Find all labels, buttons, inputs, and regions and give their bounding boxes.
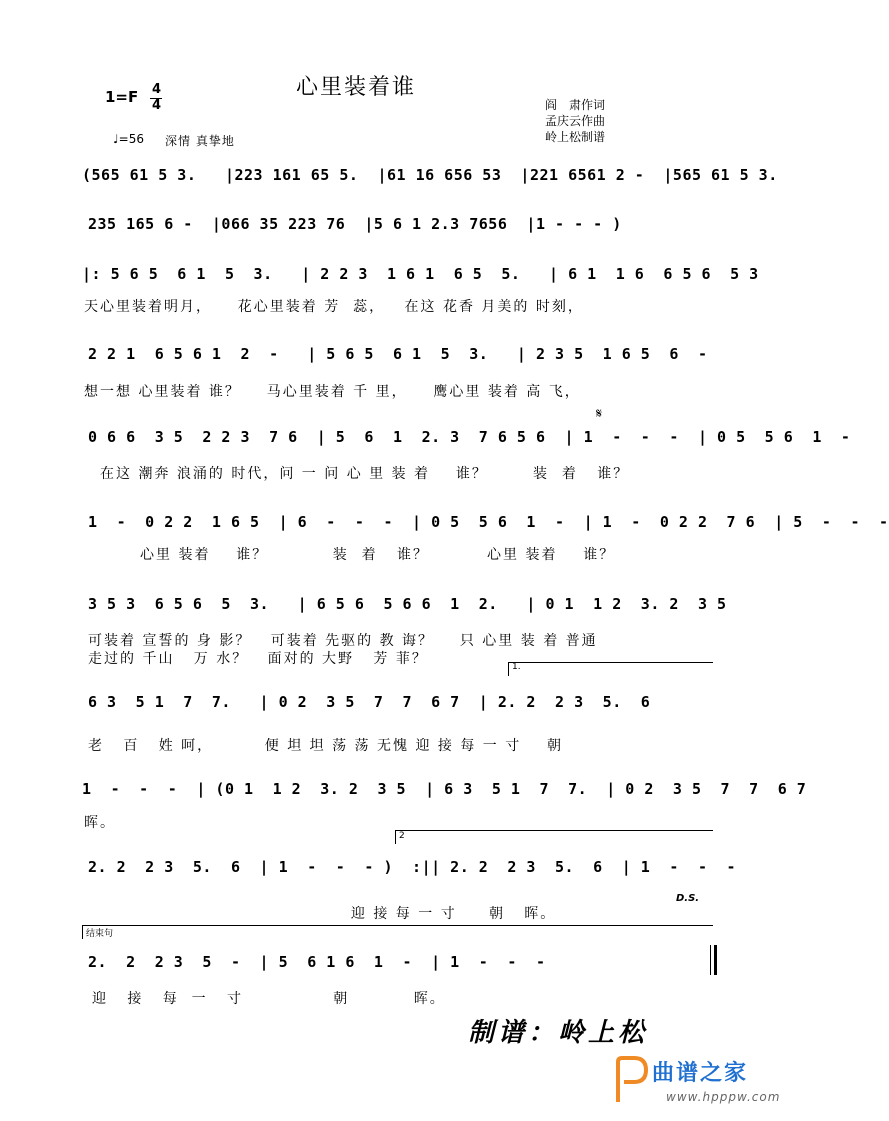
credit-composer: 孟庆云作曲 [545, 114, 606, 128]
volta-1-label: 1. [512, 662, 521, 672]
notation-line: 0 6 6 3 5 2 2 3 7 6 | 5 6 1 2. 3 7 6 5 6 | 1 - - - | 0 5 5 6 1 - [88, 428, 851, 446]
notation-line: 1 - 0 2 2 1 6 5 | 6 - - - | 0 5 5 6 1 - | 1 - 0 2 2 7 6 | 5 - - - [88, 513, 889, 531]
lyric-line: 迎 接 每 一 寸 朝 晖。 [80, 906, 557, 922]
credit-lyricist: 阎 肃作词 [545, 98, 606, 112]
final-barline-thick [714, 945, 717, 975]
lyric-line: 晖。 [84, 815, 116, 831]
notation-line: 2 2 1 6 5 6 1 2 - | 5 6 5 6 1 5 3. | 2 3 5 1 6 5 6 - [88, 345, 708, 363]
watermark-p-icon [612, 1054, 648, 1106]
lyric-line: 老 百 姓 呵， 便 坦 坦 荡 荡 无愧 迎 接 每 一 寸 朝 [88, 738, 564, 754]
lyric-line: 在这 潮奔 浪涌的 时代，问 一 问 心 里 装 着 谁？ 装 着 谁？ [100, 466, 630, 482]
site-watermark [612, 1050, 782, 1112]
volta-1-bracket-left [508, 662, 509, 676]
key-signature: 1=F [105, 88, 139, 106]
time-signature-bottom: 4 [152, 98, 162, 113]
volta-2-bracket-left [395, 830, 396, 844]
ds-mark: D.S. [676, 893, 700, 904]
lyric-line-verse2: 走过的 千山 万 水？ 面对的 大野 芳 菲？ [88, 651, 428, 667]
notation-line: 1 - - - | (0 1 1 2 3. 2 3 5 | 6 3 5 1 7 7. | 0 2 3 5 7 7 6 7 [82, 780, 807, 798]
page-title: 心里装着谁 [296, 75, 417, 100]
volta-2-label: 2 [399, 831, 405, 841]
arranger-signature: 制谱：岭上松 [468, 1018, 649, 1048]
lyric-line: 心里 装着 谁？ 装 着 谁？ 心里 装着 谁？ [140, 547, 616, 563]
time-signature-top: 4 [152, 82, 162, 97]
watermark-name: 曲谱之家 [652, 1061, 749, 1086]
lyric-line: 想一想 心里装着 谁？ 马心里装着 千 里， 鹰心里 装着 高 飞， [84, 384, 581, 400]
lyric-line: 迎 接 每 一 寸 朝 晖。 [92, 991, 446, 1007]
tempo-mark: ♩=56 [113, 132, 144, 146]
notation-line: 235 165 6 - |066 35 223 76 |5 6 1 2.3 7656 |1 - - - ) [88, 215, 622, 233]
expression-mark: 深情 真挚地 [165, 134, 235, 148]
notation-line: 2. 2 2 3 5 - | 5 6 1 6 1 - | 1 - - - [88, 953, 546, 971]
final-barline-thin [710, 945, 711, 975]
notation-line: (565 61 5 3. |223 161 65 5. |61 16 656 53 |221 6561 2 - |565 61 5 3. [82, 166, 778, 184]
segno-sign: 𝄋 [596, 406, 603, 422]
ending-bracket-left [82, 925, 83, 939]
notation-line: 2. 2 2 3 5. 6 | 1 - - - ) :|| 2. 2 2 3 5. 6 | 1 - - - [88, 858, 737, 876]
credit-arranger: 岭上松制谱 [545, 130, 606, 144]
volta-2-bracket [395, 830, 713, 831]
notation-line: |: 5 6 5 6 1 5 3. | 2 2 3 1 6 1 6 5 5. | 6 1 1 6 6 5 6 5 3 [82, 265, 759, 283]
lyric-line: 天心里装着明月， 花心里装着 芳 蕊， 在这 花香 月美的 时刻， [84, 299, 584, 315]
notation-line: 3 5 3 6 5 6 5 3. | 6 5 6 5 6 6 1 2. | 0 1 1 2 3. 2 3 5 [88, 595, 727, 613]
notation-line: 6 3 5 1 7 7. | 0 2 3 5 7 7 6 7 | 2. 2 2 3 5. 6 [88, 693, 651, 711]
volta-1-bracket [508, 662, 713, 663]
ending-label: 结束句 [86, 929, 114, 939]
ending-bracket [82, 925, 713, 926]
watermark-url: www.hpppw.com [666, 1090, 781, 1104]
lyric-line: 可装着 宣誓的 身 影？ 可装着 先驱的 教 诲？ 只 心里 装 着 普通 [88, 633, 598, 649]
